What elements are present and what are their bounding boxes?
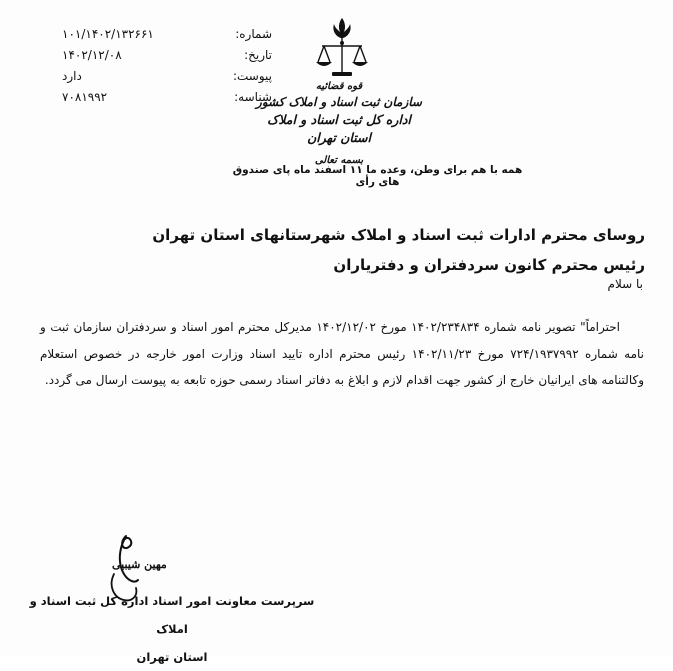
body-paragraph: احتراماً" تصویر نامه شماره ۱۴۰۲/۲۳۴۸۳۴ مورخ ۱۴۰۲/۱۲/۰۲ مدیرکل محترم امور اسناد و سردفتران سازمان ثبت و نامه شماره ۷۲۴/۱۹۳۷۹۹۲ مورخ ۱۴۰۲/۱۱/۲۳ رئیس محترم اداره تایید اسناد وزارت امور خارجه در خصوص استعلام وکالتنامه های ایرانیان خارج از کشور جهت اقدام لازم و ابلاغ به دفاتر اسناد رسمی حوزه تابعه به پیوست ارسال می گردد.: [40, 320, 644, 387]
recipient-line-1: روسای محترم ادارات ثبت اسناد و املاک شهرستانهای استان تهران: [152, 226, 645, 244]
signer-title: [22, 587, 322, 671]
letter-id-value: ۷۰۸۱۹۹۲: [62, 90, 108, 104]
organization-title: سازمان ثبت اسناد و املاک کشور: [256, 95, 422, 109]
judiciary-emblem-icon: [312, 14, 372, 82]
letter-attachment-value: دارد: [62, 69, 82, 83]
greeting: با سلام: [607, 277, 643, 291]
letter-id-row: [62, 87, 272, 108]
letter-id-label: شناسه:: [234, 90, 272, 104]
invocation: بسمه تعالی: [314, 155, 364, 166]
judiciary-title: قوه قضائیه: [315, 81, 363, 92]
organization-header: [254, 80, 424, 169]
letter-attachment-row: [62, 66, 272, 87]
letter-body: [40, 314, 644, 394]
letter-attachment-label: پیوست:: [232, 69, 272, 83]
recipient-line-2: رئیس محترم کانون سردفتران و دفترياران: [333, 256, 645, 274]
signer-title-line-2: استان تهران: [136, 650, 208, 664]
letter-date-value: ۱۴۰۲/۱۲/۰۸: [62, 48, 122, 62]
signer-name: مهین شیبیی: [112, 558, 167, 571]
letter-date-label: تاریخ:: [244, 48, 272, 62]
letter-meta: [62, 24, 272, 108]
department-title: اداره کل ثبت اسناد و املاک استان تهران: [267, 112, 411, 145]
letter-number-label: شماره:: [235, 27, 272, 41]
election-slogan: همه با هم برای وطن، وعده ما ۱۱ اسفند ماه پای صندوق های رأی: [232, 164, 523, 188]
letter-number-row: [62, 24, 272, 45]
signer-title-line-1: سرپرست معاونت امور اسناد اداره کل ثبت اسناد و املاک: [29, 594, 315, 636]
recipients: [85, 220, 645, 280]
letter-date-row: [62, 45, 272, 66]
letter-number-value: ۱۰۱/۱۴۰۲/۱۳۲۶۶۱: [62, 27, 154, 41]
